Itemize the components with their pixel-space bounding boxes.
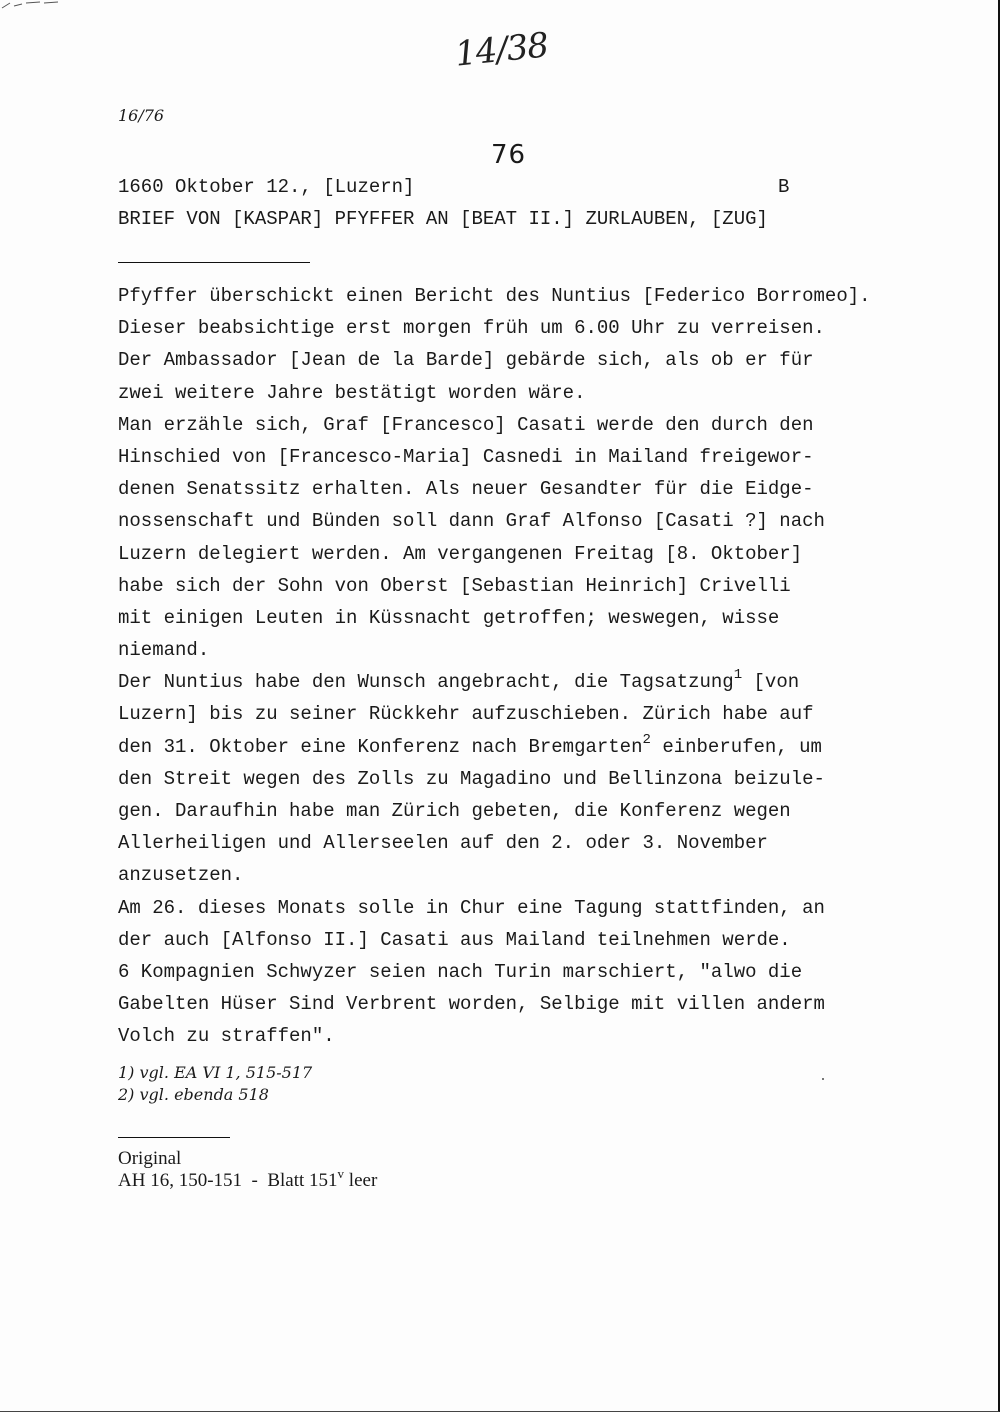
text-line: nossenschaft und Bünden soll dann Graf Alfonso [Casati ?] nach [118,510,825,533]
text-line: Dieser beabsichtige erst morgen früh um 6.00 Uhr zu verreisen. [118,317,825,340]
text-line: Luzern delegiert werden. Am vergangenen Freitag [8. Oktober] [118,542,803,565]
text-line: Allerheiligen und Allerseelen auf den 2. oder 3. November [118,832,768,855]
text-segment: Der Nuntius habe den Wunsch angebracht, die Tagsatzung [118,671,734,694]
text-line: Pfyffer überschickt einen Bericht des Nuntius [Federico Borromeo]. [118,285,871,307]
text-line: zwei weitere Jahre bestätigt worden wäre. [118,381,586,404]
text-line: mit einigen Leuten in Küssnacht getroffen; weswegen, wisse [118,606,780,629]
document-type-letter: B [778,176,790,198]
handwritten-archive-number: 14/38 [453,25,550,75]
footnote-marker-2: 2 [642,731,651,748]
footnote-marker-1: 1 [733,667,743,684]
text-segment: einberufen, um [662,735,822,758]
text-line: Man erzähle sich, Graf [Francesco] Casati werde den durch den [118,413,814,436]
scan-corner-mark [0,0,60,14]
document-reference: 16/76 [118,106,165,125]
source-location: AH 16, 150-151 - Blatt 151 [118,1170,338,1191]
source-note [118,1148,377,1192]
footnotes [118,1062,312,1106]
source-label: Original [118,1148,182,1169]
footnote-1: 1) vgl. EA VI 1, 515-517 [118,1063,313,1082]
text-line: Gabelten Hüser Sind Verbrent worden, Selbige mit villen anderm [118,993,825,1016]
text-line: anzusetzen. [118,864,244,887]
document-number: 76 [491,140,527,170]
summary-text [118,280,918,1053]
text-line: den Streit wegen des Zolls zu Magadino und Bellinzona beizule- [118,767,825,790]
document-title: BRIEF VON [KASPAR] PFYFFER AN [BEAT II.] ZURLAUBEN, [ZUG] [118,208,768,230]
text-line-with-footnote [118,731,918,763]
text-line: 6 Kompagnien Schwyzer seien nach Turin marschiert, "alwo die [118,960,803,983]
source-divider [118,1137,230,1138]
text-line: der auch [Alfonso II.] Casati aus Mailand teilnehmen werde. [118,928,791,951]
text-line: Der Ambassador [Jean de la Barde] gebärde sich, als ob er für [118,349,814,372]
footnote-2: 2) vgl. ebenda 518 [118,1085,269,1104]
text-line-with-footnote [118,666,918,698]
title-divider [118,262,310,263]
text-line: Volch zu straffen". [118,1025,335,1048]
text-segment: den 31. Oktober eine Konferenz nach Bremgarten [118,735,643,758]
text-line: denen Senatssitz erhalten. Als neuer Gesandter für die Eidge- [118,478,814,501]
source-suffix: leer [344,1170,378,1191]
text-line: Luzern] bis zu seiner Rückkehr aufzuschieben. Zürich habe auf [118,703,814,726]
scan-speck [822,1078,824,1080]
text-line: Am 26. dieses Monats solle in Chur eine Tagung stattfinden, an [118,896,825,919]
text-segment: [von [753,671,800,694]
date-place: 1660 Oktober 12., [Luzern] [118,176,415,198]
text-line: gen. Daraufhin habe man Zürich gebeten, die Konferenz wegen [118,800,791,822]
text-line: niemand. [118,639,210,662]
source-location-line [118,1166,378,1192]
verso-marker: v [337,1166,345,1181]
text-line: Hinschied von [Francesco-Maria] Casnedi in Mailand freigewor- [118,445,814,468]
text-line: habe sich der Sohn von Oberst [Sebastian Heinrich] Crivelli [118,574,791,597]
